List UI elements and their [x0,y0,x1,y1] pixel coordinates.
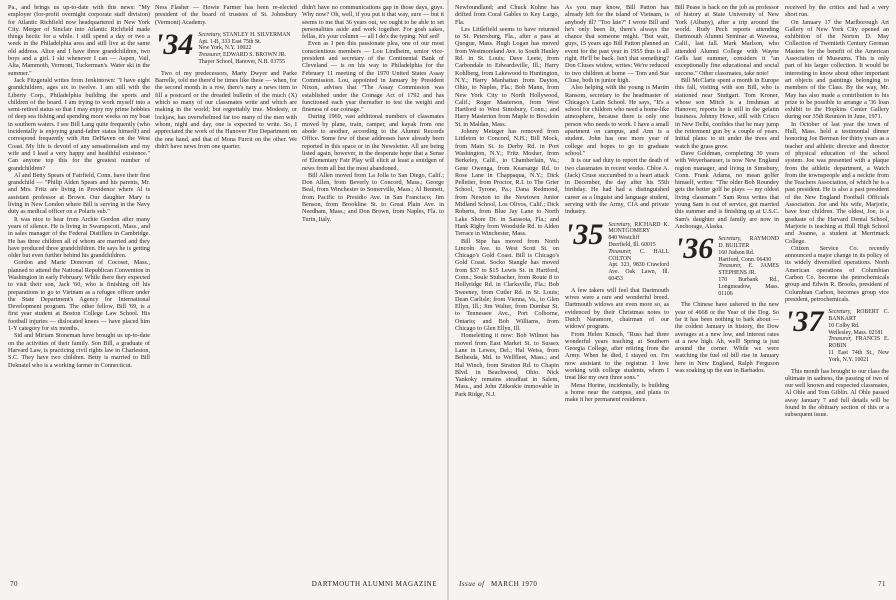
class-number: '35 [565,217,604,251]
paragraph: Even as I pen this passionate plea, one of our most conscientious members — Lou Lindheim, senior vice-president and secretary of the Continental Bank of Cleveland — is on his way to Philadelphia for the February 11 meeting of the 1970 United States Assay Commission. Lou, appointed in January by President Nixon, advises that "The Assay Commission was established under the Coinage Act of 1792 and has functioned each year thereafter to test the weight and fineness of our coinage." [302,40,444,114]
paragraph: Ness Flasher — Howie Farmer has been re-elected president of the board of trustees of St. Johnsbury (Vermont) Academy. [155,4,297,26]
secretary-address-1: 160 Judson Rd. [718,249,755,256]
left-column-2 [155,4,297,570]
treasurer-address: 11 East 74th St., New York, N.Y. 10021 [828,349,889,363]
paragraph: Les Littlefield seems to have returned to St. Petersburg, Fla., after a pass at Quogue, Mass. Hugh Logan has moved from Westmoreland Ave. to South Hanley Rd. in St. Louis; Dave Leete, from Carbondale to Edwardsville, Ill.; Harry Kohlberg, from Lakewood to Huntington, N.Y.; Harry Manhattan from Dayton, Ohio, to Naples, Fla.; Bob Mann, from New York City to North Hollywood, Calif.; Roger Masterson, from West Hartford to West Simsbury, Conn.; and Harry Masterton from Maple to Bowdoin St. in Maldan, Mass. [455,25,559,128]
treasurer-address: Apt. 323, 9830 Crawford Ave. Oak Lawn, Ill. 60453 [608,262,669,282]
page-number: 71 [878,580,886,588]
class-officers [608,222,669,283]
treasurer-name: FRANCIS E. ROBIN [828,336,889,350]
paragraph: Homeletting it now: Bob Wilmot has moved from East Market St. to Sussex Lane in Lewes, Del.; Hal Weiss, from Bethesda, Md. to Wellfleet, Mass.; and Hal Winch, from Stratton Rd. to Chapin Blvd. in Beachwood, Ohio. Nick Yankoky remains steadfast in Salem, Mass., and John Zitkeskie immovable in Park Ridge, N.J. [455,332,559,398]
paragraph: didn't have no communications gap in those days, guys. Why now? Oh, well, if you put it that way, sure — but it seems to me that 36 years out, we ought to be able to set personalities aside and work together. For gosh sakes, fellas, it's your column — all I do's the typing. Nuf sed! [302,4,444,41]
paragraph: Newfoundland; and Chuck Kohne has drifted from Coral Gables to Key Largo, Fla. [455,4,559,26]
issue-date: MARCH 1970 [491,580,538,588]
secretary-name: ROBERT C. BANKART [828,309,889,322]
paragraph: Bill Sipe has moved from North Lincoln Ave. to West Scott St. on Chicago's Gold Coast. Bill is Chicago's Gold Coast. Socko Stangle has moved from $37 to $15 Lewis St. in Hartford, Conn.; Soule Stubacher, from Route 8 to Hollyridge Rd. in Clarksville, Fla.; Bob Sweeney, from Cutler Rd. in St. Louis; Dean Carlisle; from Vienna, Va., to Glen Ellyn, Ill.; Jim Walter, from Dumbar St. to Tennessee Ave., Port Colborne, Ontario; and Bob Williams, from Chicago to Glen Ellyn, Ill. [455,237,559,333]
paragraph: As you may know, Bill Patton has already left for the island of Vietnam, is anybody ill? "Too late?" I wrote Bill and he's only been lit, there's always the chance that someone might. "But wait, guys, 15 years ago Bill Patton planned an event for the past year in 1955 thus is all right. He'll be back. Isn't that something? Don Cluses widow, writes: We're reduced to two children at home — Tom and Sue Cluse, both in junior high. [565,4,669,84]
paragraph: Jack Fitzgerald writes from Jenkintown: "I have eight grandchildren, ages six to twelve. I am still with the Liberty Corp., Philadelphia building the sports and children of the board. I am trying to work myself into a semi-retired status so that I may enjoy my prime hobbies of deep sea fishing and spending more weeks on my boat in southern waters. I see Bill Lang quite frequently (who incidentally is enjoying grand-father status himself) and correspond frequently with Jim DeHaven on the West Coast. My life is devoid of any sensationalism and my wife and I lead a very happy and healthful existence." Can anyone top this for the greatest number of grandchildren? [8,76,150,172]
left-column-3 [302,4,444,570]
right-column-1 [455,4,559,570]
paragraph: During 1969, vast additional numbers of classmates moved by plane, train, camper, and kayak from one abode to another, according to the Alumni Records Office. Some few of these addresses have already been reported in this space or in the Newsletter. All are being listed again, however, in the desperate hope that a Sense of Elementary Fair Play will elicit at least a smidgen of news from all but the most abandoned. [302,113,444,172]
paragraph: In October of last year the town of Hull, Mass. held a testimonial dinner honoring Joe Berman for thirty years as a teacher and athletic director and director of physical education of the school system. Joe was presented with a plaque from the athletic department, a Watch from the townspeople and a necktie from the Teachers Association, of which he is a past president. He is also a past president of the New England Football Officials Association. Joe and his wife, Marjorie, have four children. The oldest, Joe, is a graduate of the Harvard Dental School, Marjorie is teaching at Hull High School and Joanne, a student at Merrimack College. [785,120,889,245]
class-heading-36 [675,232,779,297]
class-officers [198,32,290,66]
class-number: '36 [675,232,714,266]
secretary-address-2: Hartford, Conn. 06430 [718,256,772,263]
secretary-address-1: 840 Westcliff [608,235,640,242]
magazine-name: DARTMOUTH ALUMNI MAGAZINE [311,580,437,588]
secretary-address-2: Wellesley, Mass. 02181 [828,329,884,336]
paragraph: Bill Allen moved from La Jolla to San Diego, Calif.; Don Allen, from Beverly to Concord, Mass.; George Beal, from Winchester to Somerville, Mass.; Al Bennett, from Pacific to Presidio Ave. in San Francisco; Jim Benson, from Brookline St. to Great Plain Ave. in Needham, Mass.; and Don Brown, from Naples, Fla. to Turin, Italy. [302,171,444,223]
right-column-4 [785,4,889,570]
left-page [0,0,447,600]
paragraph: On January 17 the Marlborough Art Gallery of New York City opened an exhibition of the Norton D. May Collection of Twentieth Century German Masters for the benefit of the American Association of Museums. This is only part of his larger collection. It would be interesting to know about other important art objects and paintings belonging to members of the Class. By the way, Mr. May has also made a contribution to his prize to be possible to arrange a '36 loan exhibit to the Hopkins Center Gallery during our 35th Reunion in June, 1971. [785,18,889,121]
class-heading-35 [565,217,669,283]
paragraph: Pa., and brings us up-to-date with this news: "My employer (for-profit overnight corporate staff division) for Atlantic Richfield now headquartered in New York City. Merger of Sinclair into Atlantic Richfield made things hectic for a while. I still spend a day or two a week in the Philadelphia area and still live at the same old address. Alice and I have three grandchildren, two boys and a girl. I ski whenever I can — Aspen, Vail, Alta, Mammoth, Vermont, Tuckerman's. Water ski in the summer." [8,4,150,77]
treasurer-label: Treasurer, [828,336,852,343]
secretary-address-1: Apt. 1-B, 333 East 75th St. [198,38,262,45]
treasurer-label: Treasurer, [608,248,632,255]
right-page [449,0,896,600]
secretary-address-2: New York, N.Y. 10022 [198,45,252,52]
treasurer-address: 170 Burbank Rd., Longmeadow, Mass. 01106 [718,276,779,297]
left-page-footer [0,580,447,594]
secretary-address-1: 10 Colby Rd. [828,322,860,329]
secretary-label: Secretary, [198,31,222,38]
class-number: '34 [155,27,194,61]
class-number: '37 [785,305,824,339]
secretary-name: RICHARD K. MONTGOMERY [608,221,669,235]
treasurer-name: E. JAMES STEPHENS JR. [718,263,779,277]
paragraph: Bill Pease is back on the job as professor of history at State University of New York (Albany), after a trip around the world. Rudy Pech reports attending Dartmouth Alumni Seminar at Wawosa, Calif., last fall. Mark Marlson, who attended Alumni College with Wayne Gells last summer, considers it "an exceptionally fine educational and social success." Other classmates, take note! [675,4,779,77]
treasurer-label: Treasurer, [198,52,222,59]
paragraph: Dave Goldman, completing 30 years with Weyerhaeuser, is now New England region manager, and living in Simsbury, Conn. Frank Adams, no mean golfer himself, writes: "The older Bob Roundey gets the better golf he plays — my oldest living classmate." Sam Ross writes that young Sam is out of service, got married this summer and is finishing up at U.S.C. Sam's daughter and family are now in Anchorage, Alaska. [675,149,779,230]
paragraph: It was nice to hear from Archie Gordon after many years of silence. He is living in Swampscott, Mass., and in sales manager of the Federal Distillers in Cambridge. He has three children all of whom are married and they have produced three grandchildren. He says he is getting older but even further behind his grandchildren. [8,215,150,260]
paragraph: Sid and Miriam Stoneman have brought us up-to-date on the activities of their family. Son Bill, a graduate of Harvard Law, is practicing civil rights law in Charleston, S.C. They have two children. Betty is married to Bill Deknatel who is a working farmer in Connecticut. [8,332,150,369]
right-column-3 [675,4,779,570]
paragraph: Bill McClarie spent a month in Europe this fall, visiting with son Bill, who is stationed near Stuttgart. Tom Kroner, whose son Mitch is a freshman at Hanover, reports he is still in the gelatin business. Johnny Howe, still with Crisco in New Delhi, confides that he may jump the retirement gun by a couple of years. Initial plans: to sit under the trees and watch the grass grow. [675,76,779,150]
paragraph: Johnny Metzger has removed from Littleton to Concord, N.H.; Bill Mock, from Main St. to Derby Rd. in Port Washington, N.Y.; Fritz Mosher, from Berkeley, Calif., to Chamberlain, Va.; Gene Owenga, from Kearsarge Rd. to Rose Lane in Chappaqua, N.Y.; Dick Pelletier, from Proctor, R.I. to The Grier School, Tyrone, Pa.; Dana Redmond, from Newton to the Newtown Junior Midland School, Los Olivos, Calif.; Dick Roberts, from Blue Jay Lane to North Lake Shore Dr. in Sarasota, Fla.; and Hank Rigby from Woodside Rd. to Alden Terrace in Winchester, Mass. [455,128,559,238]
paragraph: Al and Betty Spears of Fairfield, Conn. have their first grandchild — "Philip Alden Spears and his parents, Mr. and Mrs. Fritz are living in Providence where Al is assistant professor at Brown. Our daughter Mary is living in New London where Bill is serving in the Navy duty as medical officer on a Polaris sub." [8,171,150,216]
paragraph: It is our sad duty to report the death of two classmates in recent weeks. Chloe A. (Jack) Cruse succumbed to a heart attack in December, the day after his 55th birthday. He had had a distinguished career as a linguist and language student, serving with the Army, CIA and private industry. [565,157,669,216]
paragraph: Citizen Service Co. recently announced a major change in its policy of its widely diversified operations. North American operations of Columbian Carbon Co. become the petrochemicals group and Edwin R. Brooks, president of Columbian Carbon, becomes group vice president, petrochemicals. [785,244,889,303]
right-page-footer [449,580,896,594]
class-heading-37 [785,305,889,363]
page-number: 70 [10,580,18,588]
paragraph: This month has brought to our class the ultimate in sadness, the passing of two of our well known and respected classmates, Al Ohle and Tom Giblin. Al Ohle passed away January 7 and full details will be found in the obituary section of this or a subsequent issue. [785,367,889,419]
secretary-label: Secretary, [608,221,632,228]
paragraph: The Chinese have ushered in the new year of 4668 or the Year of the Dog. So far it has been nothing to bark about — the coldest January in history, the Dow averages at a new low, and interest rates at a new high. Ah, well! Spring is just around the corner. While we were watching the fuel oil bill rise in January here in New England, Ralph Ferguson was soaking up the sun in Barbados. [675,301,779,375]
paragraph: Gordon and Marie Donovan of Cocoset, Mass., planned to attend the National Republican Convention in Washington in early February. While there they expected to visit their son, Jack '60, who is finishing off his preparations to go to Vietnam as a refugee officer under the State Department's Agency for International Development program. The other fellow, Bill '69, is a first year student at Boston College Law School. His football injuries — dislocated knees — have placed him 1-Y category for six months. [8,259,150,333]
secretary-name: STANLEY H. SILVERMAN [222,31,291,38]
paragraph: Mena Horine, incidentally, is building a home near the campus, and plans to make it her permanent residence. [565,381,669,404]
secretary-address-2: Deerfield, Ill. 60015 [608,242,656,248]
secretary-label: Secretary, [828,309,852,316]
class-officers [828,309,889,363]
class-officers [718,236,779,297]
paragraph: Also helping with the young is Martin Ransom, secretary to the headmaster of Chicago's Latin School. He says, "It's a school for children who need a home-like atmosphere, because there is only one person who needs to work. I have a small apartment on campus, and Ann is a student. John has one more year of college and hopes to go to graduate school." [565,84,669,157]
paragraph: A few takers will feel that Dartmouth wives were a rare and wonderful breed. Dartmouth widows are even more so, as evidenced by their Christmas notes to Dutch Naramore, chairman of our widows' program. [565,286,669,331]
left-column-1 [8,4,150,570]
class-heading-34 [155,27,297,66]
right-column-2 [565,4,669,570]
paragraph: received by the critics and had a very short run. [785,4,889,19]
paragraph: From Helen Kinsch, "Russ had three wonderful years teaching at Southern Georgia College, after retiring from the Army. When he died, I stayed on. I'm now assistant to the registrar. I love working with college students, whom I treat like my own three sons." [565,330,669,382]
treasurer-name: EDWARD S. BROWN JR. [223,52,287,59]
paragraph: Two of my predecessors, Marty Dwyer and Parke Barrelle, told me there'd be times like these — when, for the second month in a row, there's nary a news item to fill a postcard or the dreaded bulletin of the much (X) which so many of our classmates write and which are making in the world; but regrettably true. Modesty, or lockjaw, has overwhelmed far too many of the men with whom, night and day, one is expected to write. So, I appreciated the work of the Hanover Fire Department on the one hand, and that of Mona Furcit on the other. We didn't have news from one quarter. [155,69,297,150]
issue-label: Issue of [459,580,485,588]
secretary-name: RAYMOND D. BUILTER [718,236,779,249]
treasurer-label: Treasurer, [718,263,742,270]
treasurer-name: C. HALL COLTON [608,248,669,262]
secretary-label: Secretary, [718,236,742,243]
treasurer-address: Thayer School, Hanover, N.H. 03755 [198,59,286,66]
